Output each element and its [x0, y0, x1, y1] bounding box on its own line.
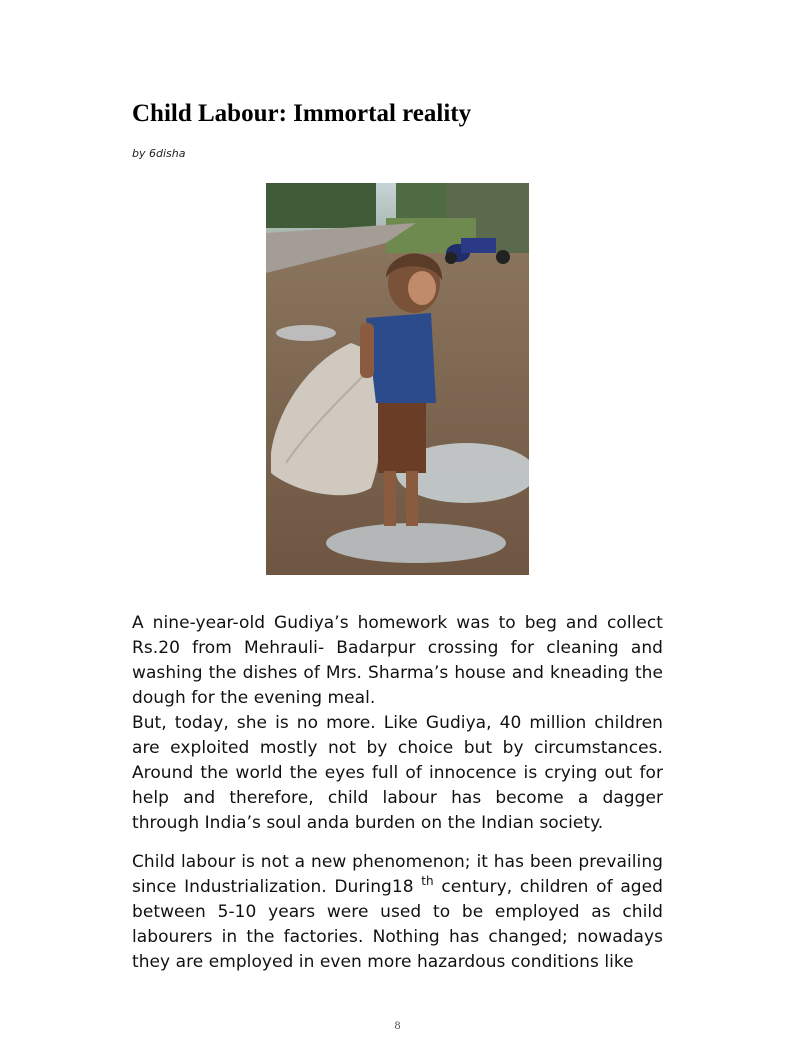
article-title: Child Labour: Immortal reality	[132, 100, 472, 127]
paragraph-text-before-superscript: Child labour is not a new phenomenon; it has been prevailing since Industrialization. During18	[132, 852, 663, 897]
paragraph-text-after-superscript: century, children of aged between 5-10 years were used to be employed as child labourers in the factories. Nothing has changed; nowadays they are employed in even more hazardous conditions like	[132, 877, 663, 972]
article-body-section-1	[132, 611, 663, 836]
article-byline: by 6disha	[132, 147, 186, 160]
paragraph: But, today, she is no more. Like Gudiya, 40 million children are exploited mostly not by choice but by circumstances. Around the world the eyes full of innocence is crying out for help and therefore, child labour has become a dagger through India’s soul anda burden on the Indian society.	[132, 713, 663, 833]
paragraph: A nine-year-old Gudiya’s homework was to beg and collect Rs.20 from Mehrauli- Badarpur crossing for cleaning and washing the dishes of Mrs. Sharma’s house and kneading the dough for the evening meal.	[132, 613, 663, 708]
ordinal-superscript: th	[421, 874, 434, 888]
child-labour-photo-illustration	[266, 183, 529, 575]
page-number: 8	[394, 1018, 401, 1032]
article-photo	[266, 183, 529, 575]
paragraph	[132, 850, 663, 975]
article-body-section-2	[132, 850, 663, 975]
